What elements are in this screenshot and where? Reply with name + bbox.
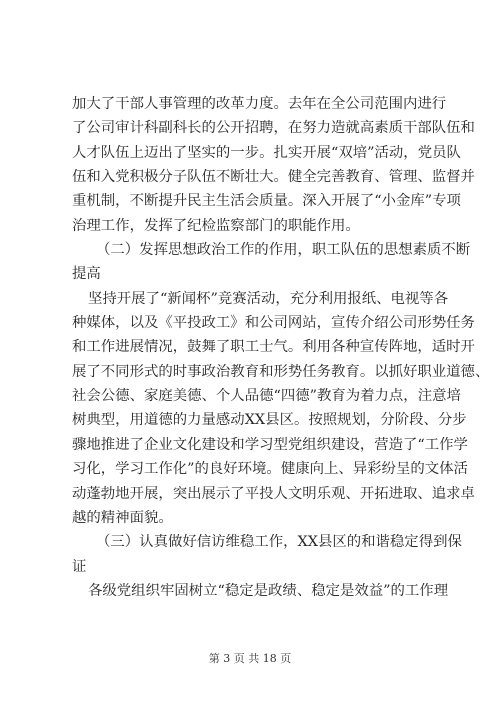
- text-line: 越的精神面貌。: [72, 509, 173, 526]
- page-number-footer: 第 3 页 共 18 页: [208, 652, 292, 665]
- section-heading: （二）发挥思想政治工作的作用，职工队伍的思想素质不断: [96, 242, 471, 259]
- text-line: 树典型，用道德的力量感动XX县区。按照规划，分阶段、分步: [72, 412, 467, 429]
- section-heading-continued: 证: [72, 558, 87, 575]
- section-heading-continued: 提高: [72, 266, 101, 283]
- text-line: 治理工作，发挥了纪检监察部门的职能作用。: [72, 217, 360, 234]
- paragraph-first-line: 各级党组织牢固树立“稳定是政绩、稳定是效益”的工作理: [88, 582, 449, 599]
- text-line: 伍和入党积极分子队伍不断壮大。健全完善教育、管理、监督并: [72, 169, 475, 186]
- paragraph-first-line: 坚持开展了“新闻杯”竞赛活动，充分利用报纸、电视等各: [88, 290, 449, 307]
- text-line: 加大了干部人事管理的改革力度。去年在全公司范围内进行: [72, 96, 447, 112]
- text-line: 展了不同形式的时事政治教育和形势任务教育。以抓好职业道德、: [72, 363, 490, 380]
- text-line: 习化，学习工作化”的良好环境。健康向上、异彩纷呈的文体活: [72, 461, 468, 478]
- text-line: 社会公德、家庭美德、个人品德“四德”教育为着力点，注意培: [72, 388, 461, 405]
- text-line: 人才队伍上迈出了坚实的一步。扎实开展“双培”活动，党员队: [72, 144, 461, 161]
- text-line: 和工作进展情况，鼓舞了职工士气。利用各种宣传阵地，适时开: [72, 339, 475, 356]
- text-line: 动蓬勃地开展，突出展示了平投人文明乐观、开拓进取、追求卓: [72, 485, 475, 502]
- section-heading: （三）认真做好信访维稳工作，XX县区的和谐稳定得到保: [96, 534, 462, 551]
- text-line: 重机制，不断提升民主生活会质量。深入开展了“小金库”专项: [72, 193, 461, 210]
- text-line: 了公司审计科副科长的公开招聘，在努力造就高素质干部队伍和: [72, 120, 475, 137]
- text-line: 骤地推进了企业文化建设和学习型党组织建设，营造了“工作学: [72, 436, 468, 453]
- text-line: 种媒体，以及《平投政工》和公司网站，宣传介绍公司形势任务: [72, 315, 475, 332]
- body-text: [72, 94, 490, 605]
